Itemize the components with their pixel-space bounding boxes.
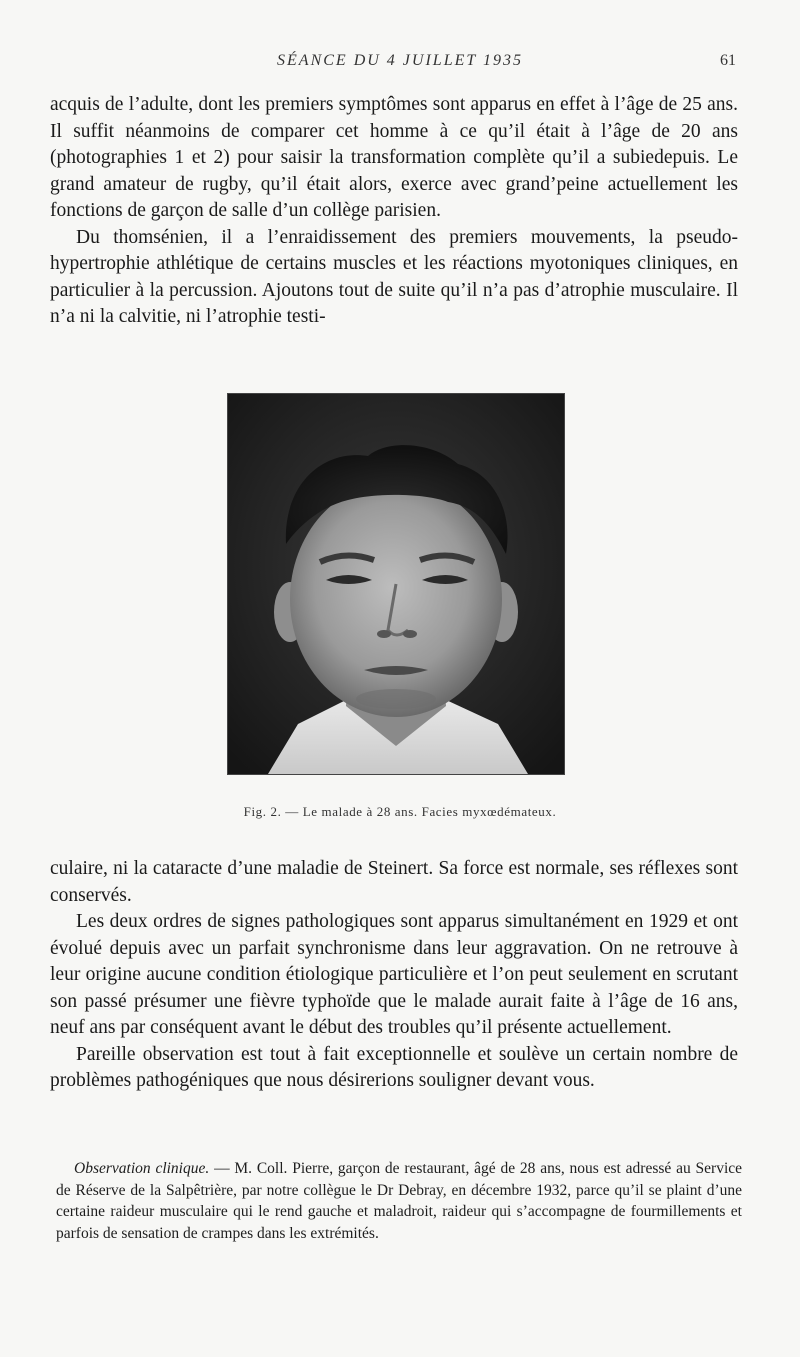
body-text-bottom: [50, 856, 738, 1095]
caption-text: Le malade à 28 ans. Facies myxœdémateux.: [302, 804, 557, 819]
patient-photograph: [228, 394, 564, 774]
face-shape: [290, 481, 502, 717]
paragraph-steinert: culaire, ni la cataracte d’une maladie de Steinert. Sa force est normale, ses réflexes sont conservés.: [50, 858, 738, 906]
paragraph-continued: acquis de l’adulte, dont les premiers symptômes sont apparus en effet à l’âge de 25 ans. Il suffit néanmoins de comparer cet homme à ce qu’il était à l’âge de 20 ans (photographies 1 et 2) pour saisir la transformation complète qu’il a subiedepuis. Le grand amateur de rugby, qu’il était alors, exerce avec grand’peine actuellement les fonctions de garçon de salle d’un collège parisien.: [50, 94, 738, 221]
body-text-top: [50, 92, 738, 331]
running-head: [0, 52, 800, 76]
clinical-observation: [56, 1158, 742, 1244]
caption-dash: —: [285, 804, 299, 819]
paragraph-observation-intro: Pareille observation est tout à fait exceptionnelle et soulève un certain nombre de problèmes pathogéniques que nous désirerions souligner devant vous.: [50, 1043, 738, 1091]
observation-dash: —: [214, 1160, 230, 1177]
running-title: SÉANCE DU 4 JUILLET 1935: [277, 52, 523, 69]
figure-caption: [0, 804, 800, 820]
paragraph-signes: Les deux ordres de signes pathologiques sont apparus simultanément en 1929 et ont évolué depuis avec un parfait synchronisme dans leur aggravation. On ne retrouve à leur origine aucune condition étiologique particulière et l’on peut seulement en scrutant son passé présumer une fièvre typhoïde que le malade aurait faite à l’âge de 16 ans, neuf ans par conséquent avant le début des troubles qu’il présente actuellement.: [50, 911, 738, 1038]
paragraph-thomsenien: Du thomsénien, il a l’enraidissement des premiers mouvements, la pseudo-hypertrophie athlétique de certains muscles et les réactions myotoniques cliniques, en particulier à la percussion. Ajoutons tout de suite qu’il n’a pas d’atrophie musculaire. Il n’a ni la calvitie, ni l’atrophie testi-: [50, 226, 738, 327]
observation-heading: Observation clinique.: [74, 1160, 210, 1177]
portrait-illustration: [228, 394, 564, 774]
page-number: 61: [720, 52, 736, 69]
observation-text: M. Coll. Pierre, garçon de restaurant, âgé de 28 ans, nous est adressé au Service de Réserve de la Salpêtrière, par notre collègue le Dr Debray, en décembre 1932, parce qu’il se plaint d’une certaine raideur musculaire qui le rend gauche et maladroit, raideur qui s’accompagne de fourmillements et parfois de sensation de crampes dans les extrémités.: [56, 1160, 743, 1242]
figure-label: Fig. 2.: [243, 804, 282, 819]
